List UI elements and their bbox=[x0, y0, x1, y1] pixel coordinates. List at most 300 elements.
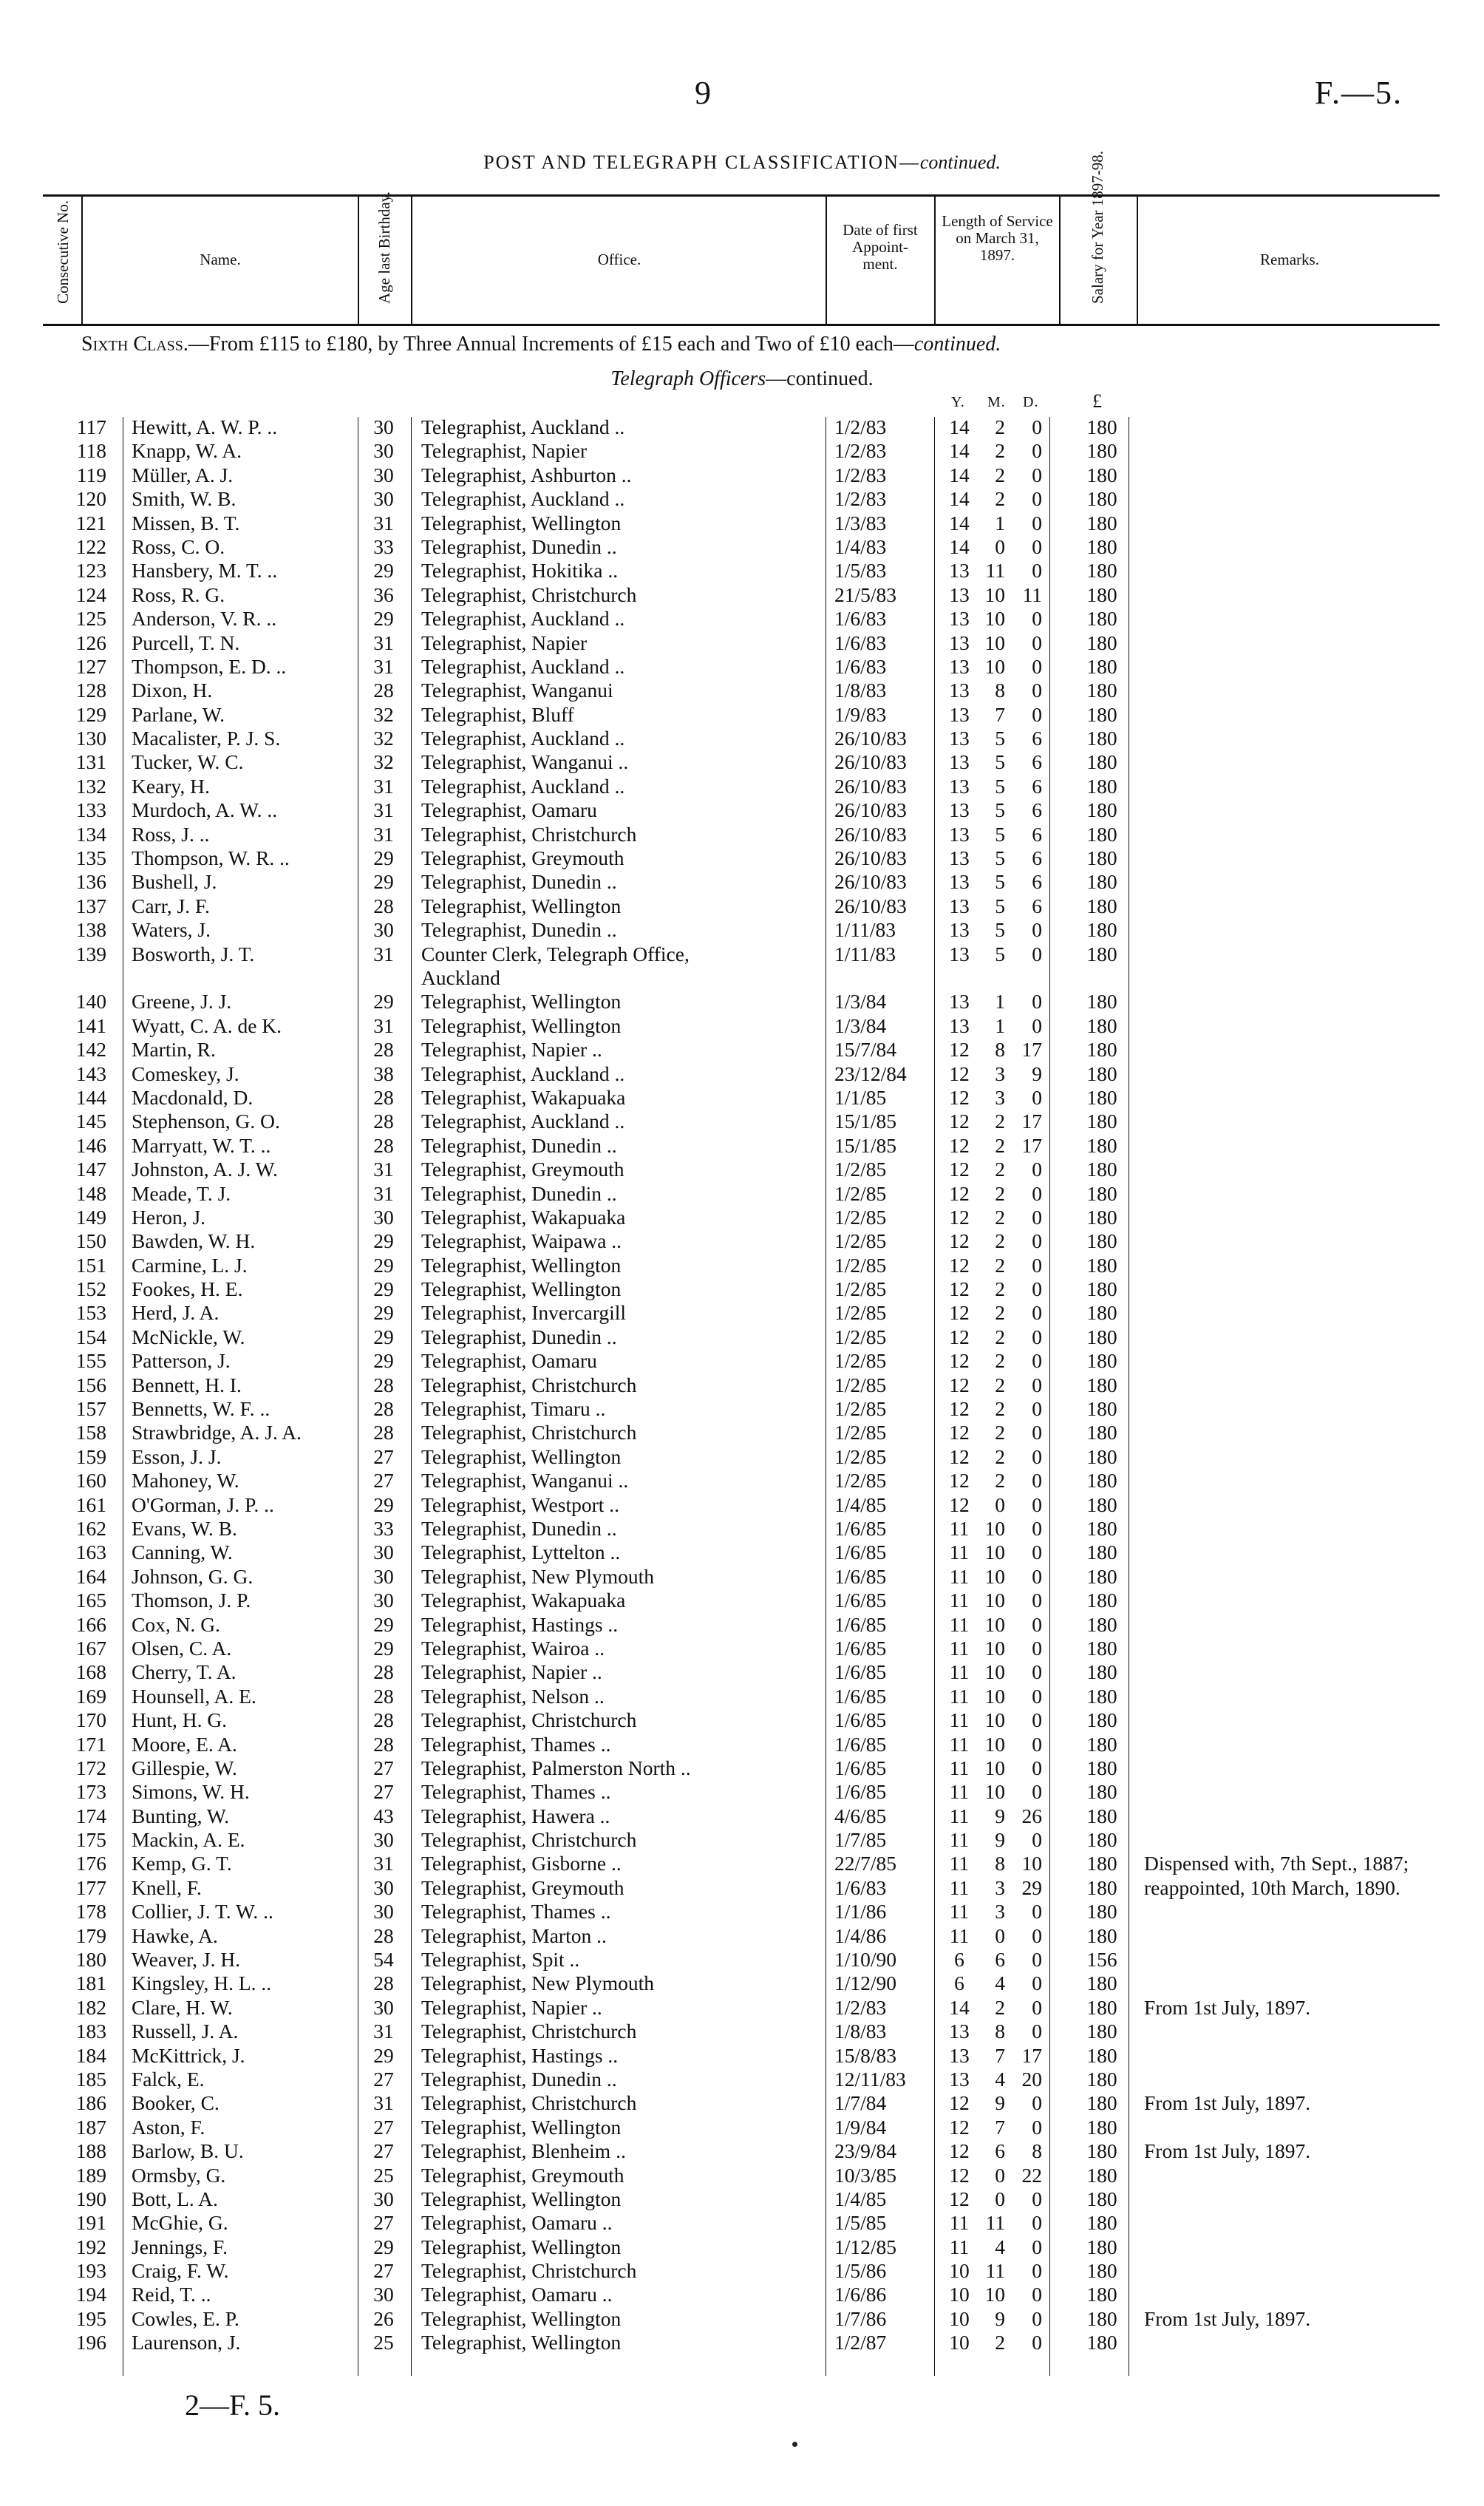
cell-days: 9 bbox=[1032, 1062, 1042, 1085]
cell-days: 0 bbox=[1032, 990, 1042, 1013]
cell-months: 1 bbox=[995, 511, 1005, 534]
cell-years: 11 bbox=[949, 1875, 970, 1899]
cell-number: 180 bbox=[75, 1948, 106, 1972]
cell-name: O'Gorman, J. P. .. bbox=[132, 1493, 274, 1516]
cell-appointment-date: 26/10/83 bbox=[834, 774, 907, 798]
cell-appointment-date: 1/2/85 bbox=[834, 1397, 887, 1421]
cell-years: 14 bbox=[949, 534, 970, 558]
cell-salary: 180 bbox=[1086, 1062, 1117, 1085]
table-row bbox=[0, 1733, 1484, 1756]
cell-months: 8 bbox=[995, 679, 1005, 702]
cell-age: 31 bbox=[373, 1852, 394, 1875]
cell-age: 29 bbox=[373, 2043, 394, 2067]
cell-years: 13 bbox=[949, 2067, 970, 2091]
cell-months: 7 bbox=[995, 2115, 1005, 2139]
cell-salary: 180 bbox=[1086, 1158, 1117, 1181]
cell-months: 2 bbox=[995, 1421, 1005, 1444]
cell-name: McGhie, G. bbox=[132, 2211, 228, 2235]
cell-number: 166 bbox=[75, 1612, 106, 1636]
cell-office: Telegraphist, Waipawa .. bbox=[421, 1229, 622, 1253]
table-row bbox=[0, 846, 1484, 870]
cell-days: 0 bbox=[1032, 1732, 1042, 1756]
cell-number: 193 bbox=[75, 2259, 106, 2283]
cell-appointment-date: 1/4/86 bbox=[834, 1923, 887, 1947]
cell-name: Strawbridge, A. J. A. bbox=[132, 1421, 302, 1444]
table-row bbox=[0, 1660, 1484, 1684]
cell-age: 29 bbox=[373, 559, 394, 583]
cell-name: Ross, C. O. bbox=[132, 534, 225, 558]
cell-number: 163 bbox=[75, 1541, 106, 1564]
cell-days: 0 bbox=[1032, 1995, 1042, 2019]
cell-remarks: From 1st July, 1897. bbox=[1144, 2139, 1311, 2163]
cell-appointment-date: 1/6/85 bbox=[834, 1732, 887, 1756]
cell-age: 25 bbox=[373, 2331, 394, 2354]
cell-age: 31 bbox=[373, 1158, 394, 1181]
cell-months: 10 bbox=[984, 631, 1005, 654]
table-row bbox=[0, 2307, 1484, 2331]
cell-days: 0 bbox=[1032, 1636, 1042, 1660]
table-row bbox=[0, 631, 1484, 655]
cell-days: 0 bbox=[1032, 1756, 1042, 1779]
cell-office: Telegraphist, Greymouth bbox=[421, 2163, 624, 2187]
cell-office: Telegraphist, Westport .. bbox=[421, 1493, 620, 1516]
cell-appointment-date: 1/6/85 bbox=[834, 1612, 887, 1636]
cell-appointment-date: 1/2/85 bbox=[834, 1158, 887, 1181]
table-row bbox=[0, 512, 1484, 535]
cell-years: 6 bbox=[954, 1972, 964, 1995]
cell-years: 12 bbox=[949, 1277, 970, 1301]
title-text: POST AND TELEGRAPH CLASSIFICATION— bbox=[483, 152, 920, 173]
cell-days: 0 bbox=[1032, 1301, 1042, 1325]
cell-name: Bunting, W. bbox=[132, 1804, 230, 1827]
table-row bbox=[0, 1086, 1484, 1110]
cell-years: 11 bbox=[949, 1900, 970, 1923]
cell-appointment-date: 1/7/84 bbox=[834, 2091, 887, 2115]
cell-months: 4 bbox=[995, 1972, 1005, 1995]
cell-number: 140 bbox=[75, 990, 106, 1013]
cell-age: 30 bbox=[373, 1828, 394, 1852]
cell-days: 0 bbox=[1032, 1158, 1042, 1181]
cell-days: 0 bbox=[1032, 2283, 1042, 2306]
cell-office: Telegraphist, Wairoa .. bbox=[421, 1636, 605, 1660]
cell-salary: 180 bbox=[1086, 654, 1117, 678]
cell-years: 11 bbox=[949, 1923, 970, 1947]
cell-appointment-date: 1/6/85 bbox=[834, 1636, 887, 1660]
cell-office: Telegraphist, Wanganui .. bbox=[421, 750, 629, 774]
cell-age: 27 bbox=[373, 2115, 394, 2139]
cell-salary: 180 bbox=[1086, 1995, 1117, 2019]
cell-number: 186 bbox=[75, 2091, 106, 2115]
cell-appointment-date: 1/11/83 bbox=[834, 918, 896, 942]
table-row bbox=[0, 2259, 1484, 2283]
cell-salary: 180 bbox=[1086, 2139, 1117, 2163]
cell-months: 1 bbox=[995, 1013, 1005, 1037]
cell-salary: 180 bbox=[1086, 774, 1117, 798]
cell-months: 2 bbox=[995, 1444, 1005, 1468]
cell-name: Macdonald, D. bbox=[132, 1085, 253, 1109]
cell-salary: 180 bbox=[1086, 1516, 1117, 1540]
cell-appointment-date: 22/7/85 bbox=[834, 1852, 897, 1875]
cell-age: 30 bbox=[373, 463, 394, 486]
cell-office: Telegraphist, Thames .. bbox=[421, 1732, 611, 1756]
table-row bbox=[0, 2116, 1484, 2139]
cell-number: 174 bbox=[75, 1804, 106, 1827]
cell-age: 28 bbox=[373, 1421, 394, 1444]
cell-months: 2 bbox=[995, 1277, 1005, 1301]
cell-appointment-date: 1/6/86 bbox=[834, 2283, 887, 2306]
col-header-remarks: Remarks. bbox=[1260, 251, 1319, 268]
cell-office: Telegraphist, Auckland .. bbox=[421, 1110, 625, 1133]
cell-appointment-date: 1/2/87 bbox=[834, 2331, 887, 2354]
cell-salary: 180 bbox=[1086, 1589, 1117, 1612]
cell-office: Telegraphist, Auckland .. bbox=[421, 415, 625, 438]
cell-months: 10 bbox=[984, 1708, 1005, 1732]
cell-appointment-date: 1/12/90 bbox=[834, 1972, 897, 1995]
table-row bbox=[0, 1972, 1484, 1995]
cell-office: Telegraphist, Christchurch bbox=[421, 583, 637, 606]
cell-office: Telegraphist, Dunedin .. bbox=[421, 1133, 617, 1157]
cell-years: 11 bbox=[949, 1541, 970, 1564]
cell-number: 126 bbox=[75, 631, 106, 654]
table-row bbox=[0, 1589, 1484, 1612]
cell-name: Olsen, C. A. bbox=[132, 1636, 232, 1660]
cell-appointment-date: 26/10/83 bbox=[834, 798, 907, 822]
cell-number: 170 bbox=[75, 1708, 106, 1732]
cell-salary: 180 bbox=[1086, 1181, 1117, 1205]
cell-name: Murdoch, A. W. .. bbox=[132, 798, 278, 822]
cell-office: Telegraphist, Oamaru .. bbox=[421, 2211, 613, 2235]
cell-office: Telegraphist, Dunedin .. bbox=[421, 918, 617, 942]
col-header-salary: Salary for Year 1897-98. bbox=[1089, 150, 1106, 304]
cell-years: 11 bbox=[949, 1756, 970, 1779]
cell-months: 9 bbox=[995, 1828, 1005, 1852]
cell-number: 155 bbox=[75, 1349, 106, 1373]
cell-office: Telegraphist, Ashburton .. bbox=[421, 463, 632, 486]
cell-salary: 180 bbox=[1086, 487, 1117, 511]
cell-years: 13 bbox=[949, 990, 970, 1013]
cell-office: Telegraphist, Nelson .. bbox=[421, 1684, 605, 1708]
cell-name: Ross, R. G. bbox=[132, 583, 225, 606]
cell-appointment-date: 1/6/85 bbox=[834, 1541, 887, 1564]
cell-name: Mackin, A. E. bbox=[132, 1828, 245, 1852]
cell-name: Hawke, A. bbox=[132, 1923, 218, 1947]
cell-salary: 180 bbox=[1086, 1325, 1117, 1348]
cell-appointment-date: 26/10/83 bbox=[834, 822, 907, 846]
cell-age: 28 bbox=[373, 1110, 394, 1133]
cell-salary: 180 bbox=[1086, 1349, 1117, 1373]
cell-salary: 156 bbox=[1086, 1948, 1117, 1972]
cell-days: 6 bbox=[1032, 774, 1042, 798]
table-row bbox=[0, 1373, 1484, 1397]
cell-name: Russell, J. A. bbox=[132, 2020, 239, 2043]
cell-days: 0 bbox=[1032, 654, 1042, 678]
cell-days: 11 bbox=[1022, 583, 1042, 606]
cell-days: 0 bbox=[1032, 2306, 1042, 2330]
cell-salary: 180 bbox=[1086, 1373, 1117, 1396]
cell-days: 0 bbox=[1032, 2187, 1042, 2210]
cell-age: 31 bbox=[373, 2020, 394, 2043]
unit-years: Y. bbox=[951, 394, 965, 410]
cell-years: 13 bbox=[949, 727, 970, 750]
cell-age: 30 bbox=[373, 1205, 394, 1229]
table-row bbox=[0, 1828, 1484, 1852]
cell-number: 125 bbox=[75, 607, 106, 631]
cell-months: 10 bbox=[984, 607, 1005, 631]
cell-salary: 180 bbox=[1086, 1397, 1117, 1421]
cell-appointment-date: 1/6/83 bbox=[834, 654, 887, 678]
cell-name: Kingsley, H. L. .. bbox=[132, 1972, 272, 1995]
cell-name: Canning, W. bbox=[132, 1541, 233, 1564]
cell-salary: 180 bbox=[1086, 511, 1117, 534]
cell-days: 6 bbox=[1032, 727, 1042, 750]
table-row bbox=[0, 1804, 1484, 1828]
cell-age: 28 bbox=[373, 894, 394, 917]
cell-appointment-date: 1/5/85 bbox=[834, 2211, 887, 2235]
cell-salary: 180 bbox=[1086, 1804, 1117, 1827]
cell-salary: 180 bbox=[1086, 1444, 1117, 1468]
cell-name: McNickle, W. bbox=[132, 1325, 245, 1348]
cell-age: 29 bbox=[373, 990, 394, 1013]
cell-name: Fookes, H. E. bbox=[132, 1277, 243, 1301]
cell-years: 6 bbox=[954, 1948, 964, 1972]
cell-number: 141 bbox=[75, 1013, 106, 1037]
cell-salary: 180 bbox=[1086, 1972, 1117, 1995]
page-title bbox=[0, 152, 1484, 174]
cell-years: 12 bbox=[949, 1229, 970, 1253]
cell-salary: 180 bbox=[1086, 1923, 1117, 1947]
cell-months: 5 bbox=[995, 918, 1005, 942]
cell-days: 0 bbox=[1032, 1900, 1042, 1923]
cell-office: Telegraphist, New Plymouth bbox=[421, 1972, 655, 1995]
cell-months: 5 bbox=[995, 942, 1005, 965]
cell-days: 0 bbox=[1032, 511, 1042, 534]
cell-salary: 180 bbox=[1086, 1684, 1117, 1708]
cell-years: 12 bbox=[949, 2163, 970, 2187]
cell-appointment-date: 1/2/83 bbox=[834, 439, 887, 463]
table-row bbox=[0, 1397, 1484, 1421]
cell-salary: 180 bbox=[1086, 679, 1117, 702]
cell-number: 167 bbox=[75, 1636, 106, 1660]
cell-number: 123 bbox=[75, 559, 106, 583]
header-bottom-rule bbox=[43, 324, 1440, 326]
cell-number: 176 bbox=[75, 1852, 106, 1875]
cell-days: 0 bbox=[1032, 1277, 1042, 1301]
cell-years: 11 bbox=[949, 1828, 970, 1852]
cell-number: 184 bbox=[75, 2043, 106, 2067]
table-row bbox=[0, 1685, 1484, 1708]
cell-number: 189 bbox=[75, 2163, 106, 2187]
cell-months: 2 bbox=[995, 439, 1005, 463]
cell-salary: 180 bbox=[1086, 1205, 1117, 1229]
cell-months: 5 bbox=[995, 727, 1005, 750]
cell-years: 13 bbox=[949, 559, 970, 583]
cell-age: 30 bbox=[373, 1589, 394, 1612]
cell-number: 195 bbox=[75, 2306, 106, 2330]
table-row bbox=[0, 1780, 1484, 1804]
cell-years: 13 bbox=[949, 583, 970, 606]
cell-age: 27 bbox=[373, 2211, 394, 2235]
cell-age: 28 bbox=[373, 1684, 394, 1708]
cell-name: Bawden, W. H. bbox=[132, 1229, 256, 1253]
cell-years: 12 bbox=[949, 1397, 970, 1421]
cell-days: 0 bbox=[1032, 1325, 1042, 1348]
cell-appointment-date: 10/3/85 bbox=[834, 2163, 897, 2187]
cell-name: Gillespie, W. bbox=[132, 1756, 237, 1779]
table-row bbox=[0, 487, 1484, 511]
cell-name: Macalister, P. J. S. bbox=[132, 727, 281, 750]
cell-salary: 180 bbox=[1086, 2091, 1117, 2115]
cell-days: 6 bbox=[1032, 870, 1042, 894]
table-row bbox=[0, 1900, 1484, 1923]
cell-days: 6 bbox=[1032, 750, 1042, 774]
cell-salary: 180 bbox=[1086, 1875, 1117, 1899]
page-dot bbox=[792, 2442, 797, 2447]
cell-age: 28 bbox=[373, 1660, 394, 1684]
cell-office: Telegraphist, Dunedin .. bbox=[421, 1325, 617, 1348]
cell-age: 31 bbox=[373, 1181, 394, 1205]
cell-office: Telegraphist, Christchurch bbox=[421, 2259, 637, 2283]
cell-name: Reid, T. .. bbox=[132, 2283, 211, 2306]
cell-days: 6 bbox=[1032, 798, 1042, 822]
cell-office: Telegraphist, Wellington bbox=[421, 2115, 622, 2139]
cell-name: Collier, J. T. W. .. bbox=[132, 1900, 273, 1923]
cell-appointment-date: 1/7/85 bbox=[834, 1828, 887, 1852]
cell-appointment-date: 1/12/85 bbox=[834, 2235, 897, 2258]
cell-years: 12 bbox=[949, 1158, 970, 1181]
cell-days: 6 bbox=[1032, 894, 1042, 917]
cell-months: 9 bbox=[995, 2091, 1005, 2115]
cell-months: 8 bbox=[995, 1852, 1005, 1875]
cell-age: 27 bbox=[373, 1444, 394, 1468]
cell-salary: 180 bbox=[1086, 822, 1117, 846]
cell-name: Weaver, J. H. bbox=[132, 1948, 241, 1972]
cell-number: 168 bbox=[75, 1660, 106, 1684]
cell-number: 135 bbox=[75, 846, 106, 870]
cell-office: Telegraphist, Hastings .. bbox=[421, 1612, 619, 1636]
cell-office: Telegraphist, Wellington bbox=[421, 990, 622, 1013]
cell-age: 29 bbox=[373, 2235, 394, 2258]
cell-appointment-date: 1/3/84 bbox=[834, 990, 887, 1013]
cell-number: 196 bbox=[75, 2331, 106, 2354]
cell-name: Bott, L. A. bbox=[132, 2187, 218, 2210]
cell-months: 3 bbox=[995, 1062, 1005, 1085]
table-row bbox=[0, 798, 1484, 822]
cell-months: 6 bbox=[995, 1948, 1005, 1972]
cell-office: Telegraphist, Hawera .. bbox=[421, 1804, 610, 1827]
cell-years: 12 bbox=[949, 1493, 970, 1516]
cell-appointment-date: 4/6/85 bbox=[834, 1804, 887, 1827]
cell-office: Telegraphist, Dunedin .. bbox=[421, 1181, 617, 1205]
cell-name: Missen, B. T. bbox=[132, 511, 240, 534]
table-row bbox=[0, 679, 1484, 702]
cell-months: 2 bbox=[995, 415, 1005, 438]
cell-number: 142 bbox=[75, 1038, 106, 1062]
cell-years: 13 bbox=[949, 774, 970, 798]
cell-salary: 180 bbox=[1086, 2043, 1117, 2067]
cell-number: 191 bbox=[75, 2211, 106, 2235]
cell-number: 187 bbox=[75, 2115, 106, 2139]
cell-age: 31 bbox=[373, 822, 394, 846]
class-description: —From £115 to £180, by Three Annual Increments of £15 each and Two of £10 each— bbox=[188, 333, 914, 356]
table-row bbox=[0, 1421, 1484, 1444]
cell-office: Telegraphist, Wellington bbox=[421, 511, 622, 534]
cell-age: 33 bbox=[373, 1516, 394, 1540]
cell-years: 12 bbox=[949, 1038, 970, 1062]
cell-number: 121 bbox=[75, 511, 106, 534]
cell-years: 13 bbox=[949, 2043, 970, 2067]
cell-days: 0 bbox=[1032, 1612, 1042, 1636]
cell-months: 3 bbox=[995, 1900, 1005, 1923]
cell-months: 2 bbox=[995, 1397, 1005, 1421]
cell-name: Carr, J. F. bbox=[132, 894, 210, 917]
cell-number: 146 bbox=[75, 1133, 106, 1157]
cell-name: Hewitt, A. W. P. .. bbox=[132, 415, 278, 438]
cell-years: 12 bbox=[949, 1444, 970, 1468]
cell-office: Telegraphist, Napier bbox=[421, 631, 588, 654]
table-row bbox=[0, 2211, 1484, 2235]
cell-salary: 180 bbox=[1086, 1493, 1117, 1516]
cell-days: 0 bbox=[1032, 2115, 1042, 2139]
cell-salary: 180 bbox=[1086, 2259, 1117, 2283]
cell-number: 181 bbox=[75, 1972, 106, 1995]
cell-appointment-date: 23/9/84 bbox=[834, 2139, 897, 2163]
cell-name: McKittrick, J. bbox=[132, 2043, 245, 2067]
cell-years: 10 bbox=[949, 2306, 970, 2330]
cell-appointment-date: 1/2/85 bbox=[834, 1205, 887, 1229]
cell-office: Telegraphist, Thames .. bbox=[421, 1900, 611, 1923]
cell-salary: 180 bbox=[1086, 1708, 1117, 1732]
cell-number: 157 bbox=[75, 1397, 106, 1421]
cell-name: Knapp, W. A. bbox=[132, 439, 242, 463]
table-row bbox=[0, 727, 1484, 750]
cell-months: 5 bbox=[995, 774, 1005, 798]
table-row bbox=[0, 1517, 1484, 1541]
cell-salary: 180 bbox=[1086, 2067, 1117, 2091]
cell-salary: 180 bbox=[1086, 607, 1117, 631]
cell-years: 13 bbox=[949, 654, 970, 678]
cell-number: 188 bbox=[75, 2139, 106, 2163]
cell-appointment-date: 1/2/83 bbox=[834, 1995, 887, 2019]
cell-age: 27 bbox=[373, 2067, 394, 2091]
cell-appointment-date: 1/6/83 bbox=[834, 607, 887, 631]
cell-office: Telegraphist, Wellington bbox=[421, 1444, 622, 1468]
cell-number: 152 bbox=[75, 1277, 106, 1301]
cell-days: 0 bbox=[1032, 942, 1042, 965]
cell-years: 13 bbox=[949, 942, 970, 965]
cell-name: Keary, H. bbox=[132, 774, 210, 798]
cell-months: 3 bbox=[995, 1875, 1005, 1899]
cell-days: 0 bbox=[1032, 487, 1042, 511]
cell-age: 31 bbox=[373, 774, 394, 798]
cell-days: 0 bbox=[1032, 2211, 1042, 2235]
table-row bbox=[0, 607, 1484, 631]
cell-age: 30 bbox=[373, 2283, 394, 2306]
table-row bbox=[0, 1158, 1484, 1181]
cell-name: Dixon, H. bbox=[132, 679, 213, 702]
cell-days: 0 bbox=[1032, 415, 1042, 438]
cell-age: 30 bbox=[373, 1564, 394, 1588]
cell-days: 0 bbox=[1032, 1684, 1042, 1708]
cell-days: 17 bbox=[1021, 1110, 1042, 1133]
cell-office: Telegraphist, Wanganui .. bbox=[421, 1469, 629, 1493]
table-row bbox=[0, 918, 1484, 942]
cell-salary: 180 bbox=[1086, 1038, 1117, 1062]
cell-number: 133 bbox=[75, 798, 106, 822]
cell-remarks: From 1st July, 1897. bbox=[1144, 1995, 1311, 2019]
page-signature: 2—F. 5. bbox=[185, 2388, 281, 2422]
cell-name: Falck, E. bbox=[132, 2067, 205, 2091]
cell-months: 2 bbox=[995, 1469, 1005, 1493]
